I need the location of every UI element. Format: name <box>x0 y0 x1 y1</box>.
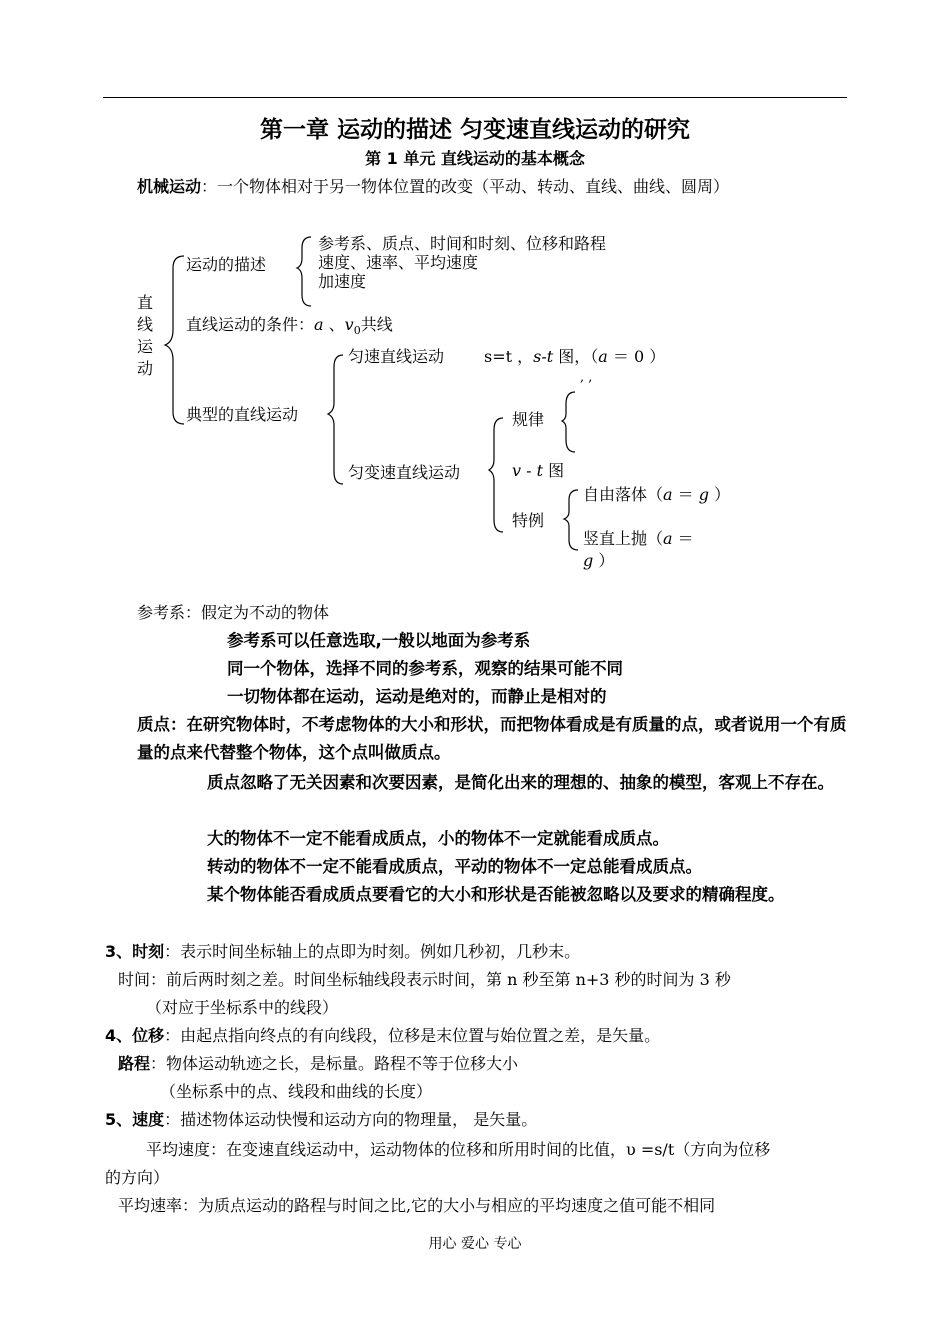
section-5-number: 5、速度 <box>105 1110 165 1129</box>
freefall-eq: ＝ <box>672 485 699 504</box>
section-4-text: ：由起点指向终点的有向线段，位移是末位置与始位置之差，是矢量。 <box>164 1026 661 1045</box>
page-footer: 用心 爱心 专心 <box>428 1236 522 1252</box>
condition-sep: 、 <box>323 315 345 334</box>
vt-dash: - <box>521 461 537 480</box>
section-3-number: 3、时刻 <box>105 942 165 961</box>
tree-special: 特例 <box>512 511 545 530</box>
particle-definition: 质点：在研究物体时，不考虑物体的大小和形状，而把物体看成是有质量的点，或者说用一个有质量的点来代替整个物体，这个点叫做质点。 <box>137 715 847 762</box>
brace-uniform-acc <box>489 418 503 532</box>
section-4-note: （坐标系中的点、线段和曲线的长度） <box>160 1082 433 1101</box>
section-5-text: ：描述物体运动快慢和运动方向的物理量， 是矢量。 <box>164 1110 538 1129</box>
section-5-avg-speed: 平均速率：为质点运动的路程与时间之比,它的大小与相应的平均速度之值可能不相同 <box>118 1196 716 1215</box>
condition-sub: 0 <box>353 324 361 338</box>
reference-label: 参考系：假定为不动的物体 <box>137 603 330 622</box>
section-4-number: 4、位移 <box>105 1026 165 1045</box>
mechanical-motion-text: ：一个物体相对于另一物体位置的改变（平动、转动、直线、曲线、圆周） <box>201 177 730 196</box>
particle-point: 质点忽略了无关因素和次要因素，是简化出来的理想的、抽象的模型，客观上不存在。 <box>207 773 834 792</box>
uniform-eq: ＝ 0 ） <box>607 347 666 366</box>
section-4-path-label: 路程 <box>118 1054 151 1073</box>
section-3-time: 时间：前后两时刻之差。时间坐标轴线段表示时间，第 n 秒至第 n+3 秒的时间为 3 秒 <box>118 970 731 989</box>
tree-law: 规律 <box>512 410 545 429</box>
section-4-path <box>118 1054 518 1074</box>
tree-vertical <box>583 529 694 549</box>
brace-desc <box>297 237 311 306</box>
condition-a: a <box>314 315 324 334</box>
particle-point: 大的物体不一定不能看成质点，小的物体不一定就能看成质点。 <box>207 829 669 848</box>
tree-root-char: 线 <box>137 315 154 334</box>
reference-point: 同一个物体，选择不同的参考系，观察的结果可能不同 <box>227 659 623 678</box>
condition-prefix: 直线运动的条件： <box>186 315 315 334</box>
tree-desc: 运动的描述 <box>186 255 267 274</box>
vertical-eq: ＝ <box>672 529 694 548</box>
tree-typical: 典型的直线运动 <box>186 405 299 424</box>
chapter-title: 第一章 运动的描述 匀变速直线运动的研究 <box>259 117 690 143</box>
tree-uniform: 匀速直线运动 <box>348 347 445 366</box>
section-3-note: （对应于坐标系中的线段） <box>146 998 339 1017</box>
section-4-path-text: ：物体运动轨迹之长，是标量。路程不等于位移大小 <box>150 1054 519 1073</box>
condition-v: v <box>344 315 354 334</box>
freefall-a: a <box>663 485 673 504</box>
particle-point: 某个物体能否看成质点要看它的大小和形状是否能被忽略以及要求的精确程度。 <box>207 885 785 904</box>
reference-point: 参考系可以任意选取,一般以地面为参考系 <box>227 631 531 650</box>
freefall-prefix: 自由落体（ <box>583 485 664 504</box>
vt-graph: 图 <box>543 461 565 480</box>
tree-condition <box>186 315 393 341</box>
tree-root-char: 运 <box>137 337 154 356</box>
tree-root <box>137 292 157 380</box>
reference-point: 一切物体都在运动，运动是绝对的，而静止是相对的 <box>227 687 607 706</box>
section-5-avg-velocity-cont: 的方向） <box>105 1168 170 1187</box>
tree-uniform-acc: 匀变速直线运动 <box>348 463 461 482</box>
brace-typical <box>328 355 343 484</box>
brace-root <box>165 256 184 424</box>
section-5-avg-velocity: 平均速度：在变速直线运动中，运动物体的位移和所用时间的比值，υ =s/t（方向为位移 <box>146 1140 771 1159</box>
particle-point: 转动的物体不一定不能看成质点，平动的物体不一定总能看成质点。 <box>207 857 702 876</box>
uniform-formula: s=t ， <box>484 347 534 366</box>
vertical-suffix: ） <box>593 551 615 570</box>
section-4-displacement <box>105 1026 660 1046</box>
vertical-g: g <box>583 551 594 570</box>
section-3-text: ：表示时间坐标轴上的点即为时刻。例如几秒初，几秒末。 <box>164 942 581 961</box>
freefall-suffix: ） <box>709 485 731 504</box>
freefall-g: g <box>698 485 709 504</box>
vertical-prefix: 竖直上抛（ <box>583 529 664 548</box>
vt-v: v <box>512 461 522 480</box>
tree-uniform-formula <box>484 347 665 367</box>
brace-special <box>564 490 578 550</box>
condition-suffix: 共线 <box>360 315 393 334</box>
uniform-st: s-t <box>533 347 554 366</box>
tree-desc-item: 加速度 <box>318 272 367 291</box>
tree-root-char: 动 <box>137 359 154 378</box>
unit-title: 第 1 单元 直线运动的基本概念 <box>365 149 585 168</box>
tree-vertical-g <box>583 551 614 571</box>
tree-desc-item: 速度、速率、平均速度 <box>318 253 479 272</box>
section-5-velocity <box>105 1110 537 1130</box>
uniform-a: a <box>598 347 608 366</box>
section-3-moment <box>105 942 580 962</box>
uniform-graph: 图，（ <box>553 347 599 366</box>
vt-t: t <box>536 461 544 480</box>
brace-law <box>562 392 575 452</box>
tree-commas: , , <box>580 370 593 385</box>
tree-root-char: 直 <box>137 293 154 312</box>
tree-desc-item: 参考系、质点、时间和时刻、位移和路程 <box>318 234 607 253</box>
vertical-a: a <box>663 529 673 548</box>
mechanical-motion-label: 机械运动 <box>137 177 202 196</box>
tree-vt <box>512 461 564 481</box>
tree-freefall <box>583 485 730 505</box>
